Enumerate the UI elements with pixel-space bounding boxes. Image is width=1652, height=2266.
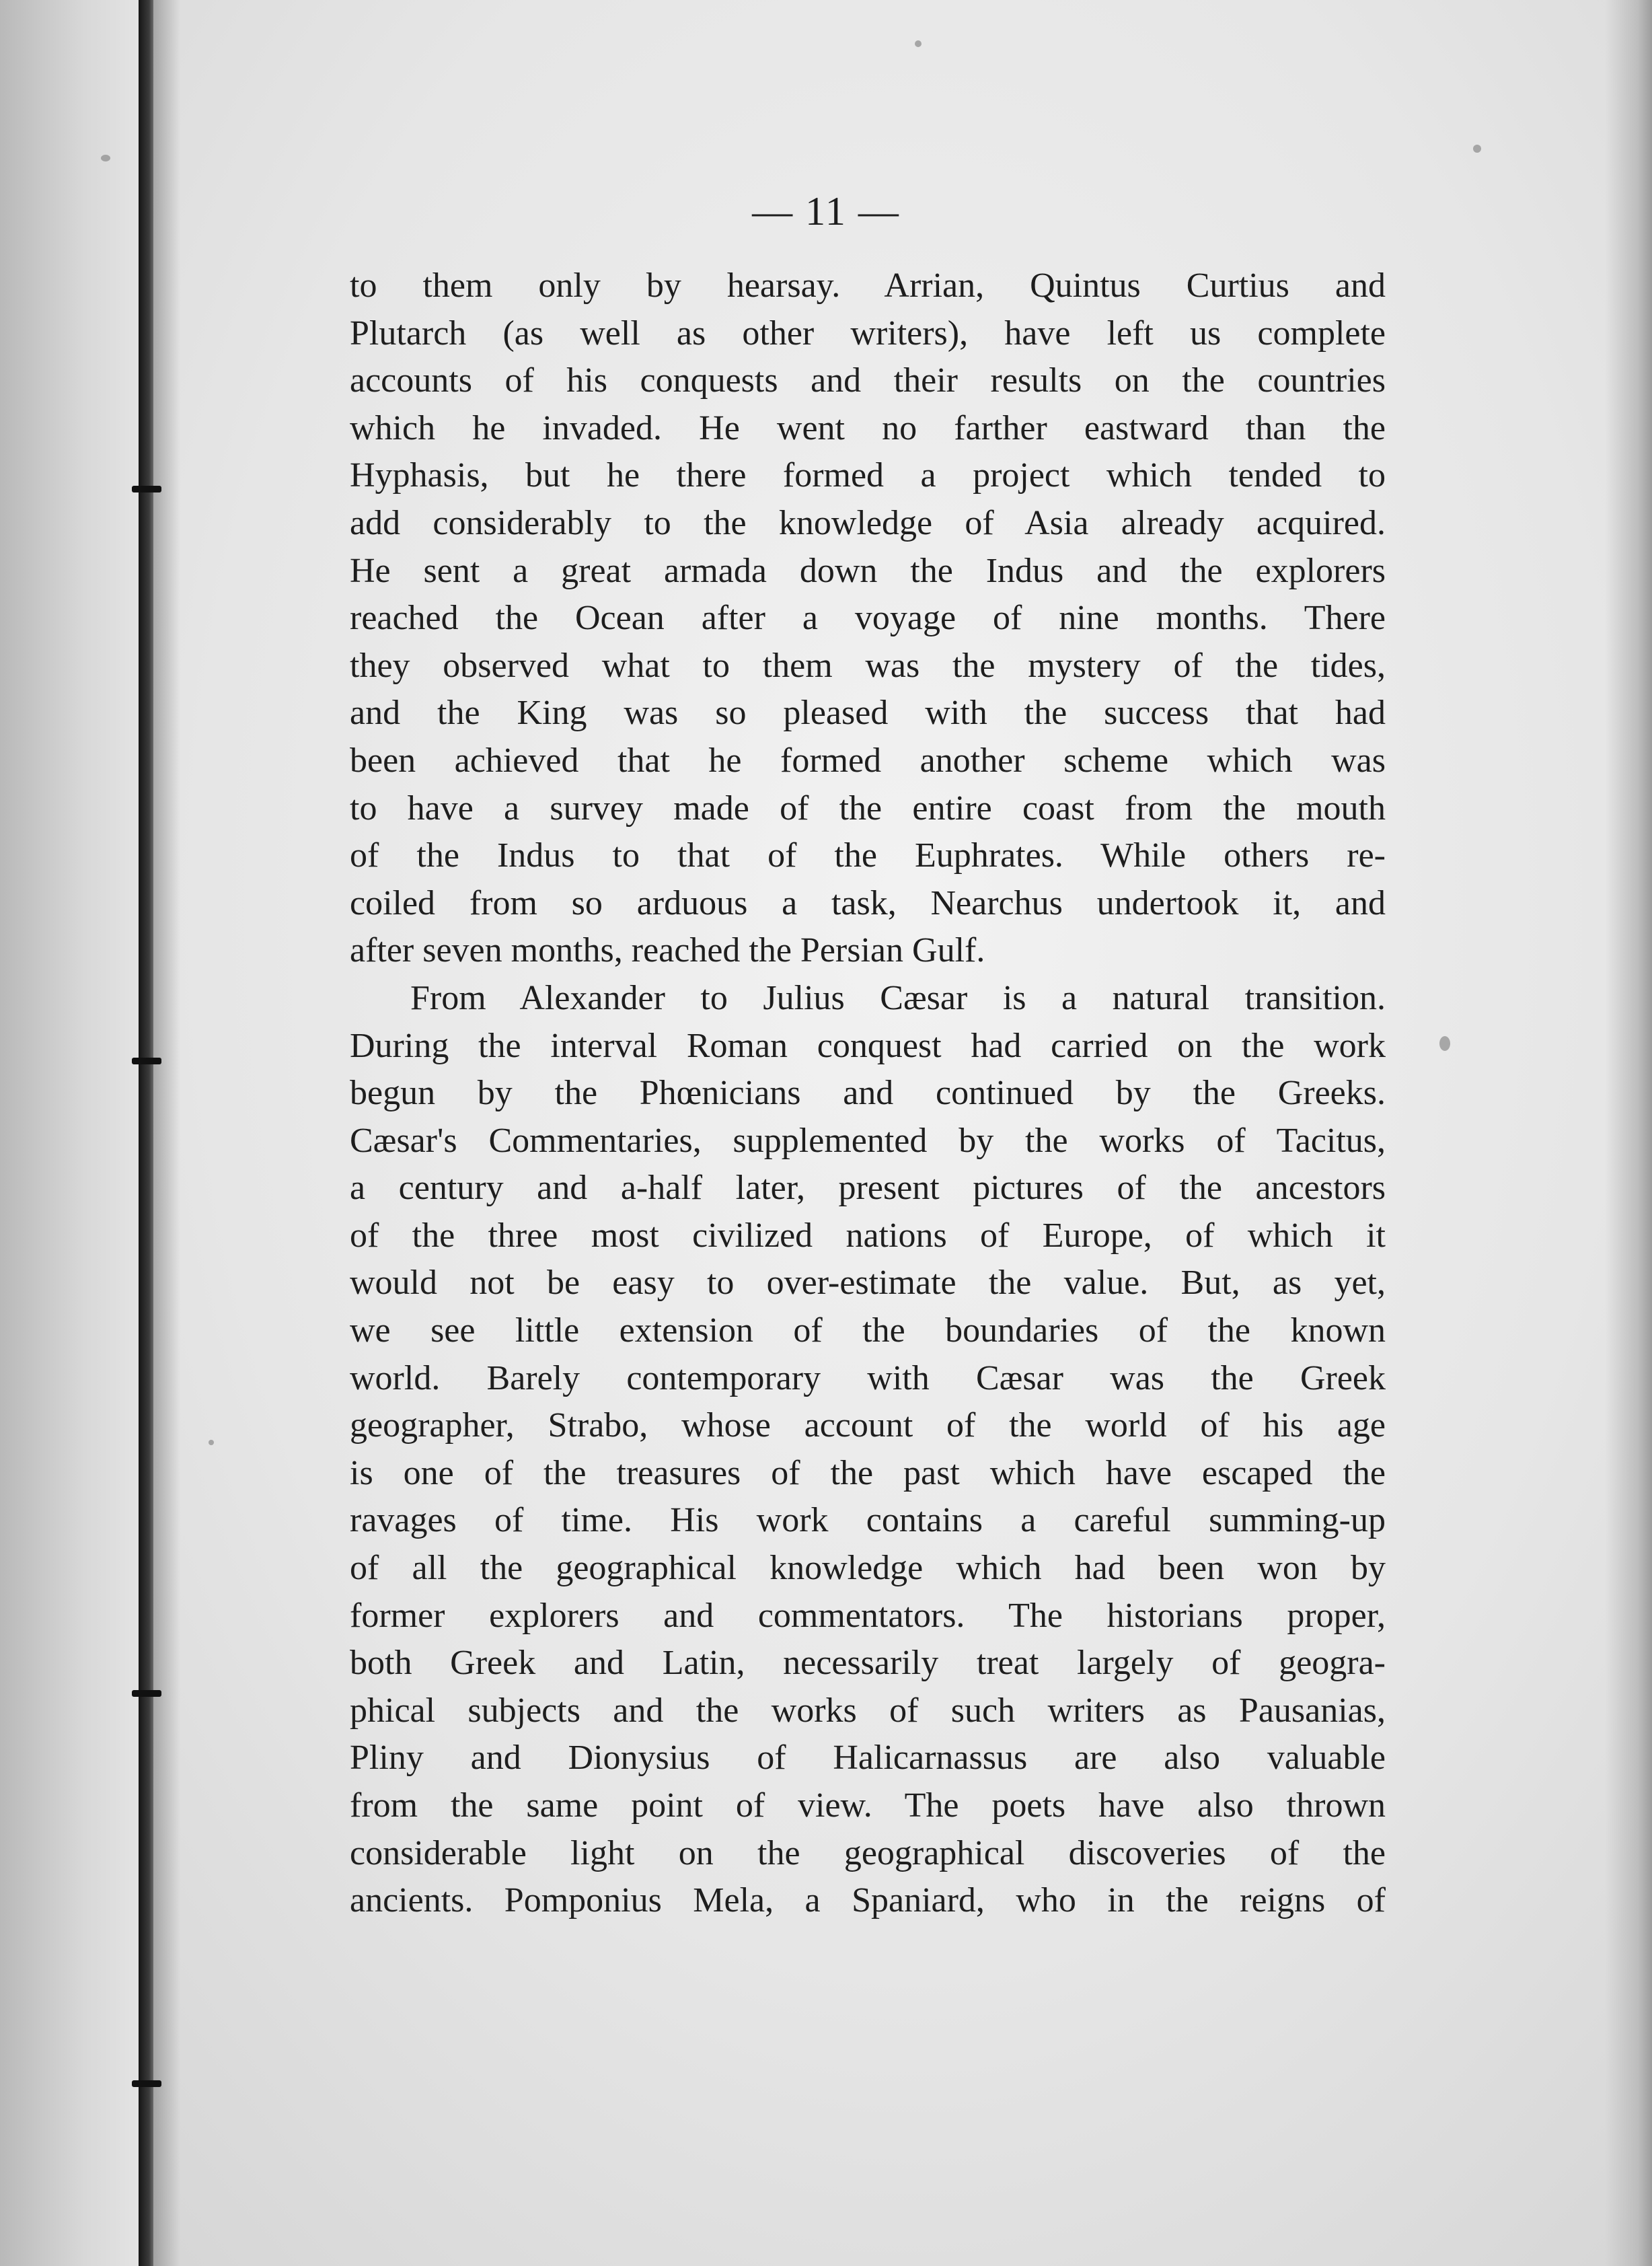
binding-stitch <box>132 1058 161 1064</box>
body-text <box>350 262 1386 1925</box>
text-line: been achieved that he formed another scheme which was <box>350 741 1386 780</box>
text-line: He sent a great armada down the Indus and the explorers <box>350 551 1386 590</box>
text-line: ravages of time. His work contains a careful summing-up <box>350 1501 1386 1540</box>
left-margin <box>0 0 141 2266</box>
text-line: which he invaded. He went no farther eastward than the <box>350 408 1386 447</box>
text-line: accounts of his conquests and their results on the countries <box>350 361 1386 400</box>
text-line: Hyphasis, but he there formed a project which tended to <box>350 456 1386 495</box>
binding-stitch <box>132 1690 161 1697</box>
scan-speck <box>101 155 110 161</box>
text-line: they observed what to them was the mystery of the tides, <box>350 646 1386 685</box>
text-line: to have a survey made of the entire coast from the mouth <box>350 789 1386 828</box>
text-line: of all the geographical knowledge which had been won by <box>350 1549 1386 1588</box>
text-line: and the King was so pleased with the success that had <box>350 694 1386 733</box>
paragraph-start-line: From Alexander to Julius Cæsar is a natural transition. <box>410 978 1386 1017</box>
text-line: we see little extension of the boundaries of the known <box>350 1311 1386 1350</box>
binding-stitch <box>132 486 161 492</box>
binding-shadow <box>153 0 180 2266</box>
binding-stitch <box>132 2080 161 2087</box>
text-line: a century and a-half later, present pictures of the ancestors <box>350 1169 1386 1208</box>
text-line: both Greek and Latin, necessarily treat largely of geogra- <box>350 1644 1386 1683</box>
text-line: after seven months, reached the Persian Gulf. <box>350 931 985 970</box>
text-line: considerable light on the geographical discoveries of the <box>350 1833 1386 1872</box>
text-line: to them only by hearsay. Arrian, Quintus Curtius and <box>350 266 1386 305</box>
text-line: Pliny and Dionysius of Halicarnassus are also valuable <box>350 1739 1386 1778</box>
text-line: from the same point of view. The poets have also thrown <box>350 1786 1386 1825</box>
text-line: former explorers and commentators. The historians proper, <box>350 1596 1386 1635</box>
page-number: — 11 — <box>752 189 900 233</box>
text-line: begun by the Phœnicians and continued by the Greeks. <box>350 1074 1386 1113</box>
text-line: ancients. Pomponius Mela, a Spaniard, who in the reigns of <box>350 1881 1386 1920</box>
text-line: add considerably to the knowledge of Asia already acquired. <box>350 503 1386 542</box>
text-line: Plutarch (as well as other writers), have left us complete <box>350 314 1386 353</box>
text-line: world. Barely contemporary with Cæsar was the Greek <box>350 1358 1386 1397</box>
page-edge <box>1605 0 1652 2266</box>
book-binding <box>139 0 153 2266</box>
scan-speck <box>1473 145 1481 153</box>
text-line: would not be easy to over-estimate the value. But, as yet, <box>350 1264 1386 1303</box>
text-line: coiled from so arduous a task, Nearchus undertook it, and <box>350 883 1386 922</box>
text-line: Cæsar's Commentaries, supplemented by the works of Tacitus, <box>350 1121 1386 1160</box>
scan-speck <box>915 40 922 47</box>
text-line: is one of the treasures of the past which have escaped the <box>350 1453 1386 1492</box>
text-line: During the interval Roman conquest had carried on the work <box>350 1026 1386 1065</box>
text-line: phical subjects and the works of such writers as Pausanias, <box>350 1691 1386 1730</box>
text-line: geographer, Strabo, whose account of the world of his age <box>350 1406 1386 1445</box>
text-line: reached the Ocean after a voyage of nine months. There <box>350 599 1386 638</box>
scan-speck <box>1439 1036 1450 1051</box>
text-line: of the Indus to that of the Euphrates. While others re- <box>350 836 1386 875</box>
scan-speck <box>209 1440 214 1445</box>
text-line: of the three most civilized nations of Europe, of which it <box>350 1216 1386 1255</box>
